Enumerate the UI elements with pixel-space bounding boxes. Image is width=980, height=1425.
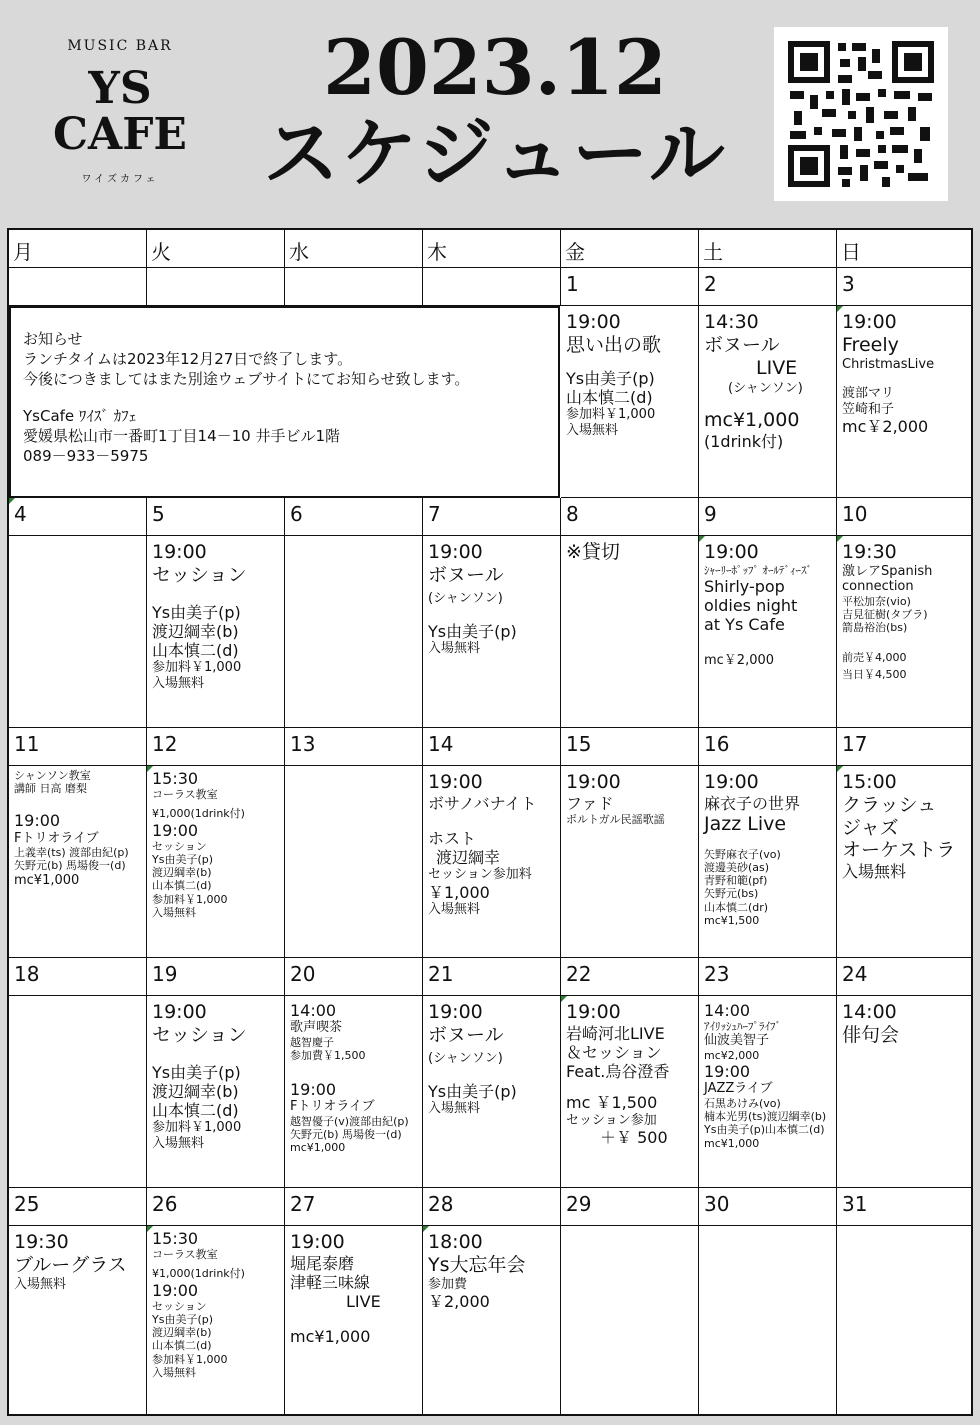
event-line: 平松加奈(vio) [842,594,911,608]
day-number-20: 20 [290,962,316,986]
qr-code-icon [788,41,934,187]
event-title: 思い出の歌 [566,333,662,356]
event-line: 楠本光男(ts)渡辺綱幸(b) [704,1110,827,1124]
day-cell-2 [699,306,837,498]
event-title: 俳句会 [842,1023,900,1046]
event-line: Feat.烏谷澄香 [566,1062,670,1082]
event-time: 19:00 [428,541,483,563]
event-line: 上義幸(ts) 渡部由紀(p) [14,846,129,860]
event-time: 14:30 [704,311,759,333]
event-time: 19:30 [842,541,897,563]
event-line: Ys由美子(p) [152,1062,241,1082]
title-schedule: スケジュール [263,109,727,198]
event-title: ｱｲﾘｯｼｭﾊｰﾌﾟﾗｲﾌﾞ [704,1020,781,1034]
event-line: 矢野元(b) 馬場俊一(d) [290,1128,402,1142]
day-number-21: 21 [428,962,454,986]
event-fee: ¥1,000(1drink付) [152,807,245,821]
event-title: 岩崎河北LIVE [566,1023,665,1043]
event-fee: mc¥1,000 [704,1136,760,1150]
day-number-15: 15 [566,732,592,756]
event-line: ポルトガル民謡歌謡 [566,812,665,826]
day-cell-28 [423,1226,561,1414]
event-title: 歌声喫茶 [290,1020,343,1036]
event-line: (シャンソン) [428,1050,503,1066]
event-line: oldies night [704,596,798,616]
day-cell-21 [423,996,561,1188]
day-cell-17 [837,766,973,958]
event-fee: ￥2,000 [428,1292,490,1312]
day-number-4: 4 [14,502,27,526]
event-line: ChristmasLive [842,356,935,372]
event-entry: 入場無料 [152,1365,196,1379]
day-number-25: 25 [14,1192,40,1216]
event-line: Ys由美子(p) [428,1082,517,1102]
event-line: 山本慎二(dr) [704,900,769,914]
event-time: 19:00 [704,1062,751,1082]
day-number-19: 19 [152,962,178,986]
event-title: ファド [566,793,614,813]
event-fee: 参加料￥1,000 [566,406,656,422]
day-number-5: 5 [152,502,165,526]
day-number-23: 23 [704,962,730,986]
day-cell-18 [9,996,147,1188]
event-time: 15:30 [152,1229,199,1248]
event-title: ブルーグラス [14,1253,127,1276]
event-title: セッション [152,839,207,853]
day-number-10: 10 [842,502,868,526]
event-time: 19:00 [704,771,759,793]
day-cell-29 [561,1226,699,1414]
event-time: 19:00 [704,541,759,563]
day-cell-4 [9,536,147,728]
day-cell-31 [837,1226,973,1414]
event-title: JAZZライブ [704,1081,773,1097]
event-line: Ys由美子(p)山本慎二(d) [704,1123,825,1137]
event-entry: 入場無料 [152,905,196,919]
weekday-mon: 月 [13,240,33,264]
event-fee: mc¥1,000 [704,408,800,431]
day-number-22: 22 [566,962,592,986]
event-time: 15:00 [842,771,897,793]
day-number-7: 7 [428,502,441,526]
event-time: 19:30 [14,1231,69,1253]
event-time: 14:00 [842,1001,897,1023]
day-number-17: 17 [842,732,868,756]
event-title: 堀尾泰磨 [290,1253,355,1273]
day-cell-15 [561,766,699,958]
event-time: 19:00 [428,771,483,793]
logo-cafe: CAFE [53,109,187,160]
event-title: ボヌール [428,1023,504,1046]
day-number-14: 14 [428,732,454,756]
event-fee: mc ￥1,500 [566,1093,658,1113]
event-line: Ys由美子(p) [566,368,655,388]
event-entry: 入場無料 [428,1101,481,1117]
day-cell-9 [699,536,837,728]
event-title: Fトリオライブ [290,1099,375,1115]
day-cell-12 [147,766,285,958]
event-line: ｼｬｰﾘｰﾎﾟｯﾌﾟ ｵｰﾙﾃﾞｨｰｽﾞ [704,563,812,577]
event-title: 麻衣子の世界 [704,793,801,813]
event-line: ＆セッション [566,1042,662,1062]
logo-music-bar: MUSIC BAR [67,38,173,54]
event-entry: 入場無料 [428,641,481,657]
event-private: ※貸切 [566,541,620,563]
day-number-26: 26 [152,1192,178,1216]
day-cell-1 [561,306,699,498]
event-fee: 参加料￥1,000 [152,660,242,676]
day-cell-7 [423,536,561,728]
event-line: 山本慎二(d) [566,387,653,407]
day-cell-16 [699,766,837,958]
event-line: Ys由美子(p) [152,852,214,866]
event-line: 山本慎二(d) [152,1339,212,1353]
day-number-24: 24 [842,962,868,986]
event-line: LIVE [346,1292,381,1312]
event-fee: mc￥2,000 [704,652,775,668]
event-time: 19:00 [566,771,621,793]
event-time: 19:00 [290,1080,337,1100]
day-number-18: 18 [14,962,40,986]
event-line: LIVE [756,356,798,379]
event-line: 石黒あけみ(vo) [704,1096,781,1110]
event-time: 19:00 [152,1001,207,1023]
weekday-thu: 木 [427,240,447,264]
notice-address: 愛媛県松山市一番町1丁目14－10 井手ビル1階 [23,427,341,446]
event-time: 19:00 [152,820,199,840]
event-line: 吉見征樹(タブラ) [842,608,928,622]
event-fee: ￥1,000 [428,882,490,902]
event-line: 仙波美智子 [704,1033,770,1049]
day-number-27: 27 [290,1192,316,1216]
day-number-9: 9 [704,502,717,526]
event-time: 19:00 [428,1001,483,1023]
event-fee: mc¥1,000 [290,1327,371,1347]
day-cell-27 [285,1226,423,1414]
day-number-28: 28 [428,1192,454,1216]
day-number-29: 29 [566,1192,592,1216]
event-time: 18:00 [428,1231,483,1253]
notice-phone: 089－933－5975 [23,446,149,465]
event-title: Fトリオライブ [14,830,99,846]
weekday-sat: 土 [703,240,723,264]
event-title: クラッシュ [842,793,937,816]
logo-ys: YS [88,63,152,114]
event-line: 越智慶子 [290,1035,334,1049]
day-cell-23 [699,996,837,1188]
event-entry: 入場無料 [428,902,481,918]
day-number-11: 11 [14,732,40,756]
event-line: connection [842,579,914,595]
event-title: セッション [152,1023,247,1046]
event-title: Freely [842,333,899,356]
event-time: 15:30 [152,769,199,788]
event-fee: mc￥2,000 [842,417,929,437]
event-line: 渡辺綱幸(b) [152,1326,212,1340]
event-fee: 参加費￥1,500 [290,1048,366,1062]
event-line: (シャンソン) [428,590,503,606]
day-cell-22 [561,996,699,1188]
day-cell-19 [147,996,285,1188]
weekday-sun: 日 [841,240,861,264]
event-line: 山本慎二(d) [152,879,212,893]
day-number-1: 1 [566,272,579,296]
event-fee: 参加料￥1,000 [152,892,228,906]
notice-shop-name: YsCafe ﾜｲｽﾞ ｶﾌｪ [23,407,137,426]
event-fee: 前売￥4,000 [842,650,907,664]
event-fee: mc¥1,000 [14,872,80,888]
event-fee: ＋￥ 500 [600,1128,668,1148]
day-cell-6 [285,536,423,728]
event-line: (1drink付) [704,431,784,451]
event-time: 19:00 [152,1280,199,1300]
day-cell-5 [147,536,285,728]
event-line: セッション参加料 [428,867,532,883]
day-number-6: 6 [290,502,303,526]
title-year: 2023.12 [323,23,667,112]
calendar-grid [7,228,973,1416]
day-number-16: 16 [704,732,730,756]
event-line: (シャンソン) [728,381,803,397]
day-cell-13 [285,766,423,958]
event-time: 19:00 [152,541,207,563]
event-title: セッション [152,1299,207,1313]
day-number-13: 13 [290,732,316,756]
event-line: Jazz Live [704,812,787,835]
day-cell-14 [423,766,561,958]
day-number-2: 2 [704,272,717,296]
event-title: ボヌール [704,333,780,356]
day-cell-30 [699,1226,837,1414]
event-entry: 入場無料 [14,1276,67,1292]
notice-heading: お知らせ [23,330,83,348]
day-number-31: 31 [842,1192,868,1216]
event-time: 14:00 [704,1001,751,1020]
logo [40,30,200,200]
event-fee: mc¥1,000 [290,1141,346,1155]
event-time: 19:00 [290,1231,345,1253]
event-line: Ys由美子(p) [152,1312,214,1326]
event-line: 山本慎二(d) [152,1100,239,1120]
event-line: セッション参加 [566,1112,657,1128]
event-time: 19:00 [842,311,897,333]
event-line: Ys由美子(p) [152,602,241,622]
event-fee: 当日￥4,500 [842,667,907,681]
event-fee: 参加料￥1,000 [152,1352,228,1366]
event-line: 渡部マリ [842,386,895,402]
weekday-wed: 水 [289,240,309,264]
event-line: オーケストラ [842,839,956,862]
event-line: Ys由美子(p) [428,622,517,642]
qr-code[interactable] [774,27,948,201]
notice-line2: 今後につきましてはまた別途ウェブサイトにてお知らせ致します。 [23,369,470,388]
event-line: 渡辺綱幸 [436,848,501,868]
event-time: 19:00 [566,1001,621,1023]
event-title: ボサノバナイト [428,793,537,813]
event-line: 青野和範(pf) [704,874,768,888]
day-number-8: 8 [566,502,579,526]
notice-line1: ランチタイムは2023年12月27日で終了します。 [23,349,353,368]
notice-box [9,306,560,498]
day-cell-20 [285,996,423,1188]
event-time: 14:00 [290,1001,337,1020]
event-line: 笠崎和子 [842,401,895,417]
event-title: コーラス教室 [152,1248,218,1262]
event-title: Ys大忘年会 [428,1253,526,1276]
event-line: 渡邊美砂(as) [704,860,770,874]
event-entry: 入場無料 [842,862,907,882]
day-cell-3 [837,306,973,498]
event-title: Shirly-pop [704,576,785,596]
event-fee: ¥1,000(1drink付) [152,1267,245,1281]
event-time: 19:00 [14,811,61,831]
event-title: ボヌール [428,563,504,586]
event-entry: 入場無料 [566,422,619,438]
event-fee: 参加料￥1,000 [152,1120,242,1136]
day-number-30: 30 [704,1192,730,1216]
day-number-3: 3 [842,272,855,296]
event-line: ジャズ [842,816,899,839]
event-line: 渡辺綱幸(b) [152,1081,239,1101]
event-line: 矢野元(bs) [704,887,759,901]
day-cell-11 [9,766,147,958]
event-line: 矢野麻衣子(vo) [704,847,781,861]
event-line: ホスト [428,828,477,848]
event-time: 19:00 [566,311,621,333]
day-cell-26 [147,1226,285,1414]
weekday-tue: 火 [151,240,171,264]
event-line: 箭島裕治(bs) [842,621,908,635]
day-cell-8 [561,536,699,728]
event-line: at Ys Cafe [704,615,785,635]
event-fee: mc¥2,000 [704,1048,760,1062]
event-line: 渡辺綱幸(b) [152,866,212,880]
event-line: 講師 日高 磨梨 [14,782,87,796]
event-entry: 入場無料 [152,1135,205,1151]
event-title: セッション [152,563,247,586]
day-number-12: 12 [152,732,178,756]
day-cell-10 [837,536,973,728]
logo-kana: ワイズカフェ [81,174,159,185]
event-line: 越智優子(v)渡部由紀(p) [290,1114,409,1128]
event-line: 山本慎二(d) [152,640,239,660]
event-title: 激レアSpanish [842,563,933,579]
event-entry: 入場無料 [152,675,205,691]
day-cell-25 [9,1226,147,1414]
day-cell-24 [837,996,973,1188]
event-line: シャンソン教室 [14,769,91,782]
event-line: 渡辺綱幸(b) [152,621,239,641]
event-title: コーラス教室 [152,788,218,802]
event-fee: mc¥1,500 [704,913,760,927]
event-line: 矢野元(b) 馬場俊一(d) [14,859,126,873]
weekday-fri: 金 [565,240,585,264]
event-line: 津軽三味線 [290,1272,371,1292]
event-line: 参加費 [428,1276,468,1292]
